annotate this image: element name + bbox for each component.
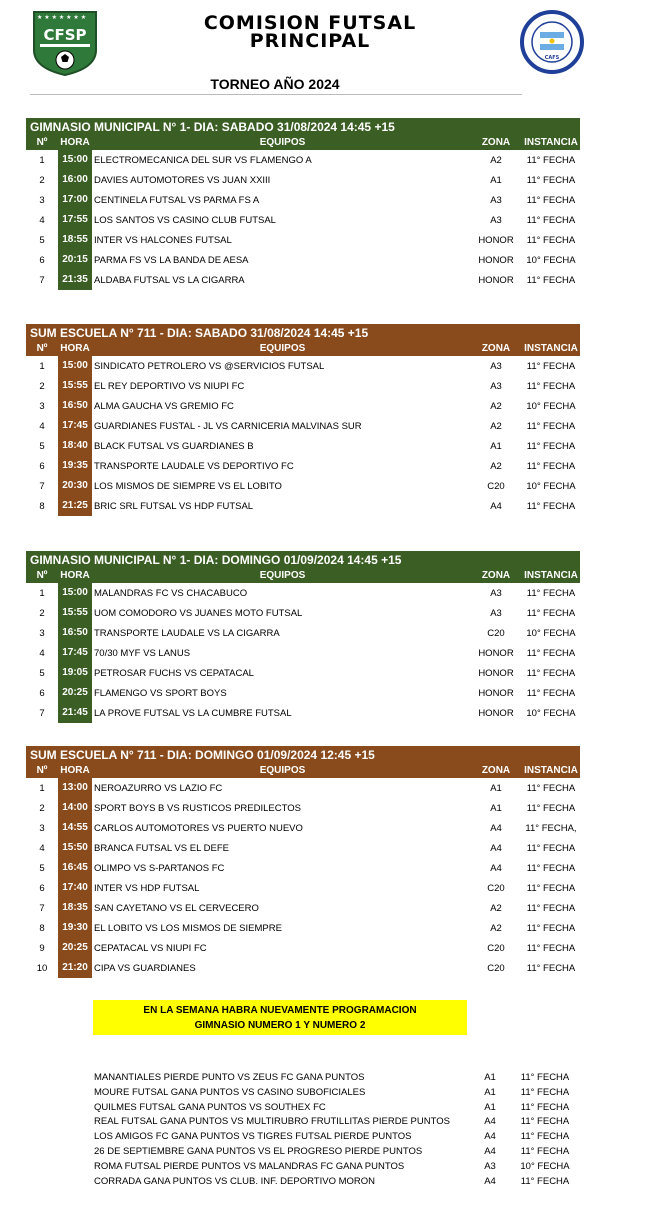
table-row (26, 818, 580, 838)
list-item (94, 1114, 594, 1129)
match-number: 7 (39, 481, 45, 492)
match-time: 18:35 (58, 898, 92, 918)
match-number: 6 (39, 883, 45, 894)
match-time: 15:00 (58, 150, 92, 170)
result-teams: MANANTIALES PIERDE PUNTO VS ZEUS FC GANA PUNTOS (94, 1072, 365, 1083)
table-row (26, 583, 580, 603)
table-row (26, 476, 580, 496)
match-number: 6 (39, 688, 45, 699)
match-number: 4 (39, 648, 45, 659)
table-row (26, 858, 580, 878)
right-logo-text: CAFS (544, 55, 560, 61)
match-zone: A4 (490, 823, 502, 834)
match-time: 21:45 (58, 703, 92, 723)
match-round: 11° FECHA (526, 175, 576, 186)
match-zone: A2 (490, 421, 502, 432)
match-teams: OLIMPO VS S-PARTANOS FC (94, 863, 225, 874)
match-number: 4 (39, 215, 45, 226)
title-line-2: PRINCIPAL (249, 30, 371, 52)
match-time: 15:55 (58, 603, 92, 623)
match-number: 3 (39, 823, 45, 834)
match-round: 11° FECHA (526, 441, 576, 452)
match-zone: A3 (490, 381, 502, 392)
result-zone: A1 (484, 1086, 496, 1098)
match-teams: INTER VS HALCONES FUTSAL (94, 235, 232, 246)
match-time: 16:45 (58, 858, 92, 878)
match-time: 14:55 (58, 818, 92, 838)
match-time: 19:30 (58, 918, 92, 938)
result-round: 11° FECHA (520, 1072, 570, 1083)
col-instancia-header: INSTANCIA (524, 343, 578, 354)
match-zone: HONOR (478, 648, 514, 659)
match-teams: EL REY DEPORTIVO VS NIUPI FC (94, 381, 245, 392)
table-row (26, 396, 580, 416)
match-teams: FLAMENGO VS SPORT BOYS (94, 688, 227, 699)
col-instancia-header: INSTANCIA (524, 765, 578, 776)
schedule-section (26, 118, 580, 290)
match-time: 21:25 (58, 496, 92, 516)
match-time: 20:30 (58, 476, 92, 496)
result-zone: A4 (484, 1175, 496, 1187)
match-number: 7 (39, 903, 45, 914)
section-title: GIMNASIO MUNICIPAL N° 1- DIA: DOMINGO 01/09/2024 14:45 +15 (26, 551, 580, 569)
left-logo-text: CFSP (43, 26, 87, 44)
col-n-header: Nº (36, 343, 48, 354)
notice-line-2: GIMNASIO NUMERO 1 Y NUMERO 2 (194, 1020, 366, 1031)
match-teams: BRANCA FUTSAL VS EL DEFE (94, 843, 229, 854)
table-row (26, 356, 580, 376)
match-round: 11° FECHA (526, 608, 576, 619)
match-round: 11° FECHA, (525, 823, 577, 834)
match-round: 11° FECHA (526, 963, 576, 974)
col-hora-header: HORA (58, 342, 92, 356)
table-row (26, 210, 580, 230)
table-row (26, 150, 580, 170)
col-instancia-header: INSTANCIA (524, 137, 578, 148)
match-zone: A2 (490, 923, 502, 934)
match-time: 18:55 (58, 230, 92, 250)
table-row (26, 878, 580, 898)
list-item (94, 1144, 594, 1159)
match-time: 15:00 (58, 356, 92, 376)
match-time: 20:25 (58, 938, 92, 958)
col-zona-header: ZONA (481, 343, 511, 354)
result-teams: 26 DE SEPTIEMBRE GANA PUNTOS VS EL PROGRESO PIERDE PUNTOS (94, 1145, 423, 1157)
svg-text:★ ★ ★ ★ ★ ★ ★: ★ ★ ★ ★ ★ ★ ★ (37, 14, 87, 21)
match-zone: HONOR (478, 668, 514, 679)
match-teams: TRANSPORTE LAUDALE VS LA CIGARRA (94, 628, 280, 639)
result-zone: A1 (484, 1072, 496, 1083)
match-time: 16:00 (58, 170, 92, 190)
col-zona-header: ZONA (481, 570, 511, 581)
match-zone: A3 (490, 215, 502, 226)
match-number: 7 (39, 275, 45, 286)
col-hora-header: HORA (58, 136, 92, 150)
match-zone: A1 (490, 783, 502, 794)
match-teams: LA PROVE FUTSAL VS LA CUMBRE FUTSAL (94, 708, 292, 719)
col-equipos-header: EQUIPOS (259, 137, 306, 148)
table-row (26, 376, 580, 396)
match-zone: A4 (490, 863, 502, 874)
match-zone: HONOR (478, 708, 514, 719)
match-teams: MALANDRAS FC VS CHACABUCO (94, 588, 248, 599)
match-number: 1 (39, 783, 45, 794)
cfsp-shield-logo (30, 10, 100, 76)
result-teams: ROMA FUTSAL PIERDE PUNTOS VS MALANDRAS FC GANA PUNTOS (94, 1160, 405, 1172)
match-zone: A4 (490, 501, 502, 512)
match-zone: A1 (490, 441, 502, 452)
match-teams: INTER VS HDP FUTSAL (94, 883, 200, 894)
match-time: 20:15 (58, 250, 92, 270)
table-row (26, 798, 580, 818)
table-row (26, 270, 580, 290)
list-item (94, 1070, 594, 1085)
match-zone: HONOR (478, 688, 514, 699)
result-teams: CORRADA GANA PUNTOS VS CLUB. INF. DEPORTIVO MORON (94, 1175, 376, 1187)
match-round: 11° FECHA (526, 235, 576, 246)
col-instancia-header: INSTANCIA (524, 570, 578, 581)
schedule-section (26, 746, 580, 978)
match-teams: 70/30 MYF VS LANUS (94, 648, 191, 659)
match-teams: EL LOBITO VS LOS MISMOS DE SIEMPRE (94, 923, 282, 934)
match-number: 5 (39, 668, 45, 679)
list-item (94, 1174, 594, 1189)
match-teams: CEPATACAL VS NIUPI FC (94, 943, 207, 954)
result-round: 11° FECHA (520, 1175, 570, 1187)
match-time: 17:40 (58, 878, 92, 898)
match-teams: NEROAZURRO VS LAZIO FC (94, 783, 223, 794)
match-number: 3 (39, 401, 45, 412)
match-round: 11° FECHA (526, 883, 576, 894)
table-row (26, 683, 580, 703)
table-row (26, 456, 580, 476)
match-zone: A1 (490, 175, 502, 186)
col-hora-header: HORA (58, 569, 92, 583)
match-teams: ALMA GAUCHA VS GREMIO FC (94, 401, 234, 412)
result-round: 10° FECHA (520, 1160, 570, 1172)
column-header-row (26, 136, 580, 150)
match-teams: BLACK FUTSAL VS GUARDIANES B (94, 441, 254, 452)
result-teams: REAL FUTSAL GANA PUNTOS VS MULTIRUBRO FRUTILLITAS PIERDE PUNTOS (94, 1116, 450, 1128)
match-zone: A2 (490, 401, 502, 412)
match-teams: CARLOS AUTOMOTORES VS PUERTO NUEVO (94, 823, 303, 834)
col-equipos-header: EQUIPOS (259, 765, 306, 776)
match-teams: ELECTROMECANICA DEL SUR VS FLAMENGO A (94, 155, 312, 166)
match-time: 21:20 (58, 958, 92, 978)
table-row (26, 938, 580, 958)
match-zone: A3 (490, 608, 502, 619)
match-teams: ALDABA FUTSAL VS LA CIGARRA (94, 275, 245, 286)
column-header-row (26, 569, 580, 583)
match-number: 1 (39, 588, 45, 599)
match-number: 2 (39, 608, 45, 619)
torneo-title: TORNEO AÑO 2024 (210, 76, 340, 92)
match-zone: A3 (490, 588, 502, 599)
match-zone: HONOR (478, 255, 514, 266)
list-item (94, 1129, 594, 1144)
match-time: 21:35 (58, 270, 92, 290)
match-teams: DAVIES AUTOMOTORES VS JUAN XXIII (94, 175, 271, 186)
match-teams: TRANSPORTE LAUDALE VS DEPORTIVO FC (94, 461, 294, 472)
match-round: 11° FECHA (526, 923, 576, 934)
page-header (0, 0, 651, 100)
notice-line-1: EN LA SEMANA HABRA NUEVAMENTE PROGRAMACION (143, 1005, 417, 1016)
match-teams: SAN CAYETANO VS EL CERVECERO (94, 903, 259, 914)
match-zone: C20 (487, 963, 505, 974)
match-round: 10° FECHA (526, 255, 576, 266)
table-row (26, 898, 580, 918)
result-zone: A4 (484, 1116, 496, 1128)
match-number: 1 (39, 155, 45, 166)
column-header-row (26, 764, 580, 778)
table-row (26, 778, 580, 798)
table-row (26, 250, 580, 270)
table-row (26, 623, 580, 643)
title-line-1: COMISION FUTSAL (203, 12, 417, 34)
match-number: 2 (39, 381, 45, 392)
list-item (94, 1100, 594, 1115)
col-hora-header: HORA (58, 764, 92, 778)
match-time: 14:00 (58, 798, 92, 818)
result-round: 11° FECHA (520, 1116, 570, 1128)
result-round: 11° FECHA (520, 1086, 570, 1098)
match-round: 10° FECHA (526, 708, 576, 719)
title-divider (30, 94, 522, 95)
match-teams: CENTINELA FUTSAL VS PARMA FS A (94, 195, 260, 206)
match-number: 4 (39, 421, 45, 432)
match-round: 10° FECHA (526, 481, 576, 492)
result-zone: A1 (484, 1101, 496, 1113)
match-teams: PARMA FS VS LA BANDA DE AESA (94, 255, 249, 266)
match-zone: HONOR (478, 275, 514, 286)
match-zone: C20 (487, 481, 505, 492)
match-round: 11° FECHA (526, 501, 576, 512)
match-time: 19:05 (58, 663, 92, 683)
section-title: SUM ESCUELA N° 711 - DIA: SABADO 31/08/2024 14:45 +15 (26, 324, 580, 342)
match-number: 6 (39, 461, 45, 472)
match-number: 3 (39, 628, 45, 639)
match-round: 11° FECHA (526, 668, 576, 679)
match-teams: UOM COMODORO VS JUANES MOTO FUTSAL (94, 608, 303, 619)
match-time: 13:00 (58, 778, 92, 798)
match-zone: A2 (490, 903, 502, 914)
match-number: 8 (39, 501, 45, 512)
match-round: 11° FECHA (526, 863, 576, 874)
table-row (26, 958, 580, 978)
match-number: 3 (39, 195, 45, 206)
col-zona-header: ZONA (481, 137, 511, 148)
match-time: 18:40 (58, 436, 92, 456)
match-number: 5 (39, 235, 45, 246)
match-round: 11° FECHA (526, 943, 576, 954)
table-row (26, 436, 580, 456)
result-zone: A4 (484, 1145, 496, 1157)
match-zone: A1 (490, 803, 502, 814)
table-row (26, 603, 580, 623)
table-row (26, 838, 580, 858)
match-teams: PETROSAR FUCHS VS CEPATACAL (94, 668, 254, 679)
match-teams: SPORT BOYS B VS RUSTICOS PREDILECTOS (94, 803, 301, 814)
table-row (26, 190, 580, 210)
schedule-section (26, 551, 580, 723)
list-item (94, 1085, 594, 1100)
match-round: 10° FECHA (526, 628, 576, 639)
match-round: 11° FECHA (526, 648, 576, 659)
match-zone: A4 (490, 843, 502, 854)
match-time: 17:45 (58, 416, 92, 436)
match-zone: C20 (487, 883, 505, 894)
match-zone: HONOR (478, 235, 514, 246)
result-teams: QUILMES FUTSAL GANA PUNTOS VS SOUTHEX FC (94, 1101, 326, 1113)
result-zone: A3 (484, 1160, 496, 1172)
col-n-header: Nº (36, 765, 48, 776)
match-round: 11° FECHA (526, 803, 576, 814)
match-number: 7 (39, 708, 45, 719)
match-number: 2 (39, 175, 45, 186)
col-equipos-header: EQUIPOS (259, 570, 306, 581)
match-number: 1 (39, 361, 45, 372)
list-item (94, 1159, 594, 1174)
col-equipos-header: EQUIPOS (259, 343, 306, 354)
result-teams: MOURE FUTSAL GANA PUNTOS VS CASINO SUBOFICIALES (94, 1086, 366, 1098)
match-teams: BRIC SRL FUTSAL VS HDP FUTSAL (94, 501, 254, 512)
table-row (26, 496, 580, 516)
section-title: SUM ESCUELA N° 711 - DIA: DOMINGO 01/09/2024 12:45 +15 (26, 746, 580, 764)
match-zone: C20 (487, 943, 505, 954)
match-time: 16:50 (58, 396, 92, 416)
table-row (26, 703, 580, 723)
cafs-round-logo (520, 10, 584, 74)
result-zone: A4 (484, 1131, 496, 1143)
match-round: 11° FECHA (526, 155, 576, 166)
match-round: 11° FECHA (526, 215, 576, 226)
match-zone: A2 (490, 155, 502, 166)
match-zone: A2 (490, 461, 502, 472)
col-n-header: Nº (36, 570, 48, 581)
table-row (26, 918, 580, 938)
match-time: 17:00 (58, 190, 92, 210)
result-round: 11° FECHA (520, 1131, 570, 1143)
match-teams: LOS MISMOS DE SIEMPRE VS EL LOBITO (94, 481, 282, 492)
match-round: 11° FECHA (526, 381, 576, 392)
match-teams: GUARDIANES FUSTAL - JL VS CARNICERIA MALVINAS SUR (94, 421, 362, 432)
match-number: 5 (39, 441, 45, 452)
table-row (26, 230, 580, 250)
match-number: 9 (39, 943, 45, 954)
match-number: 6 (39, 255, 45, 266)
weekly-notice (93, 1000, 467, 1035)
match-time: 20:25 (58, 683, 92, 703)
result-teams: LOS AMIGOS FC GANA PUNTOS VS TIGRES FUTSAL PIERDE PUNTOS (94, 1131, 412, 1143)
match-number: 8 (39, 923, 45, 934)
column-header-row (26, 342, 580, 356)
table-row (26, 170, 580, 190)
match-time: 16:50 (58, 623, 92, 643)
points-results-list (94, 1070, 594, 1188)
match-zone: A3 (490, 195, 502, 206)
col-n-header: Nº (36, 137, 48, 148)
match-round: 11° FECHA (526, 461, 576, 472)
match-teams: CIPA VS GUARDIANES (94, 963, 196, 974)
match-number: 2 (39, 803, 45, 814)
match-teams: LOS SANTOS VS CASINO CLUB FUTSAL (94, 215, 276, 226)
match-zone: A3 (490, 361, 502, 372)
table-row (26, 416, 580, 436)
match-time: 15:00 (58, 583, 92, 603)
schedule-section (26, 324, 580, 516)
match-number: 5 (39, 863, 45, 874)
match-time: 19:35 (58, 456, 92, 476)
match-teams: SINDICATO PETROLERO VS @SERVICIOS FUTSAL (94, 361, 325, 372)
match-zone: C20 (487, 628, 505, 639)
match-time: 15:50 (58, 838, 92, 858)
match-number: 10 (36, 963, 48, 974)
match-round: 11° FECHA (526, 195, 576, 206)
match-round: 11° FECHA (526, 588, 576, 599)
match-round: 11° FECHA (526, 361, 576, 372)
result-round: 11° FECHA (520, 1145, 570, 1157)
match-round: 11° FECHA (526, 421, 576, 432)
match-round: 11° FECHA (526, 783, 576, 794)
match-round: 11° FECHA (526, 275, 576, 286)
match-round: 11° FECHA (526, 903, 576, 914)
match-round: 10° FECHA (526, 401, 576, 412)
match-number: 4 (39, 843, 45, 854)
table-row (26, 663, 580, 683)
table-row (26, 643, 580, 663)
match-time: 17:45 (58, 643, 92, 663)
result-round: 11° FECHA (520, 1101, 570, 1113)
match-time: 15:55 (58, 376, 92, 396)
match-round: 11° FECHA (526, 688, 576, 699)
col-zona-header: ZONA (481, 765, 511, 776)
match-round: 11° FECHA (526, 843, 576, 854)
match-time: 17:55 (58, 210, 92, 230)
section-title: GIMNASIO MUNICIPAL N° 1- DIA: SABADO 31/08/2024 14:45 +15 (26, 118, 580, 136)
